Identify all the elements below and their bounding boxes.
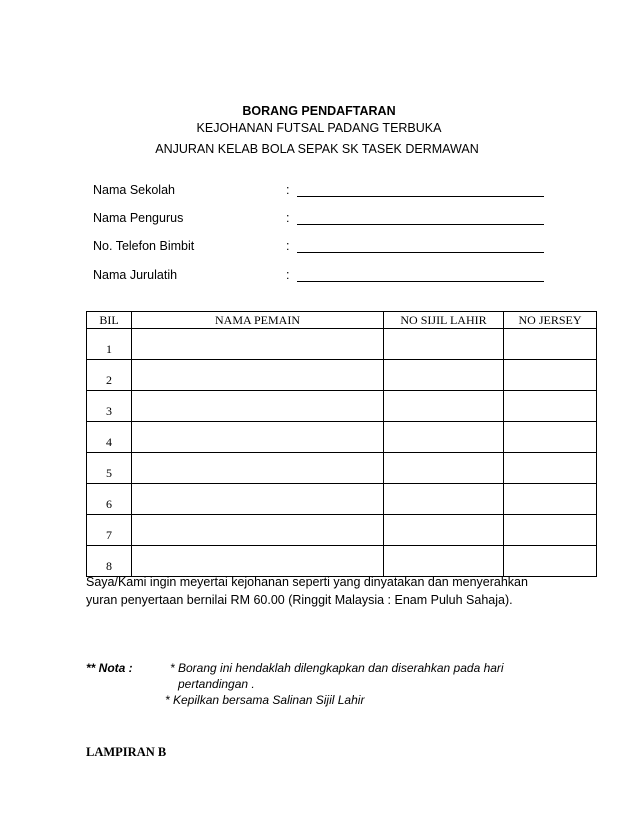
- birth-cert-cell[interactable]: [384, 391, 504, 422]
- jersey-cell[interactable]: [504, 546, 597, 577]
- declaration-line: Saya/Kami ingin meyertai kejohanan seperti yang dinyatakan dan menyerahkan: [86, 575, 528, 589]
- form-organizer: ANJURAN KELAB BOLA SEPAK SK TASEK DERMAWAN: [155, 142, 479, 156]
- player-name-cell[interactable]: [132, 422, 384, 453]
- table-row: [87, 360, 597, 391]
- player-name-cell[interactable]: [132, 391, 384, 422]
- player-name-cell[interactable]: [132, 453, 384, 484]
- birth-cert-cell[interactable]: [384, 422, 504, 453]
- row-number: 2: [87, 360, 132, 391]
- row-number: 1: [87, 329, 132, 360]
- player-table: [86, 311, 597, 577]
- row-number: 6: [87, 484, 132, 515]
- player-name-cell[interactable]: [132, 329, 384, 360]
- field-label-manager: Nama Pengurus: [93, 211, 184, 225]
- coach-name-field[interactable]: [297, 281, 544, 282]
- player-name-cell[interactable]: [132, 515, 384, 546]
- school-name-field[interactable]: [297, 196, 544, 197]
- row-number: 3: [87, 391, 132, 422]
- declaration-line: yuran penyertaan bernilai RM 60.00 (Ringgit Malaysia : Enam Puluh Sahaja).: [86, 593, 513, 607]
- row-number: 8: [87, 546, 132, 577]
- field-colon: :: [286, 183, 290, 197]
- birth-cert-cell[interactable]: [384, 484, 504, 515]
- row-number: 4: [87, 422, 132, 453]
- appendix-label: LAMPIRAN B: [86, 745, 167, 759]
- field-label-school: Nama Sekolah: [93, 183, 175, 197]
- form-subtitle: KEJOHANAN FUTSAL PADANG TERBUKA: [196, 121, 442, 135]
- player-name-cell[interactable]: [132, 484, 384, 515]
- column-header-bil: BIL: [87, 312, 132, 329]
- note-item-1: * Borang ini hendaklah dilengkapkan dan diserahkan pada hari: [170, 661, 504, 675]
- declaration-text: [86, 573, 556, 609]
- note-item-1-cont: pertandingan .: [178, 677, 255, 691]
- manager-name-field[interactable]: [297, 224, 544, 225]
- field-colon: :: [286, 268, 290, 282]
- birth-cert-cell[interactable]: [384, 546, 504, 577]
- birth-cert-cell[interactable]: [384, 360, 504, 391]
- column-header-birth-cert: NO SIJIL LAHIR: [384, 312, 504, 329]
- birth-cert-cell[interactable]: [384, 329, 504, 360]
- jersey-cell[interactable]: [504, 484, 597, 515]
- table-row: [87, 546, 597, 577]
- player-name-cell[interactable]: [132, 360, 384, 391]
- field-label-phone: No. Telefon Bimbit: [93, 239, 195, 253]
- note-label: ** Nota :: [86, 661, 133, 675]
- field-colon: :: [286, 211, 290, 225]
- form-title: BORANG PENDAFTARAN: [242, 104, 396, 118]
- birth-cert-cell[interactable]: [384, 453, 504, 484]
- jersey-cell[interactable]: [504, 422, 597, 453]
- field-colon: :: [286, 239, 290, 253]
- table-row: [87, 453, 597, 484]
- row-number: 5: [87, 453, 132, 484]
- jersey-cell[interactable]: [504, 329, 597, 360]
- row-number: 7: [87, 515, 132, 546]
- jersey-cell[interactable]: [504, 360, 597, 391]
- jersey-cell[interactable]: [504, 453, 597, 484]
- table-row: [87, 484, 597, 515]
- field-label-coach: Nama Jurulatih: [93, 268, 178, 282]
- table-row: [87, 515, 597, 546]
- player-name-cell[interactable]: [132, 546, 384, 577]
- table-header-row: [87, 312, 597, 329]
- table-row: [87, 391, 597, 422]
- table-row: [87, 422, 597, 453]
- jersey-cell[interactable]: [504, 391, 597, 422]
- note-item-2: * Kepilkan bersama Salinan Sijil Lahir: [165, 693, 365, 707]
- birth-cert-cell[interactable]: [384, 515, 504, 546]
- table-row: [87, 329, 597, 360]
- phone-number-field[interactable]: [297, 252, 544, 253]
- column-header-jersey: NO JERSEY: [504, 312, 597, 329]
- jersey-cell[interactable]: [504, 515, 597, 546]
- column-header-player-name: NAMA PEMAIN: [132, 312, 384, 329]
